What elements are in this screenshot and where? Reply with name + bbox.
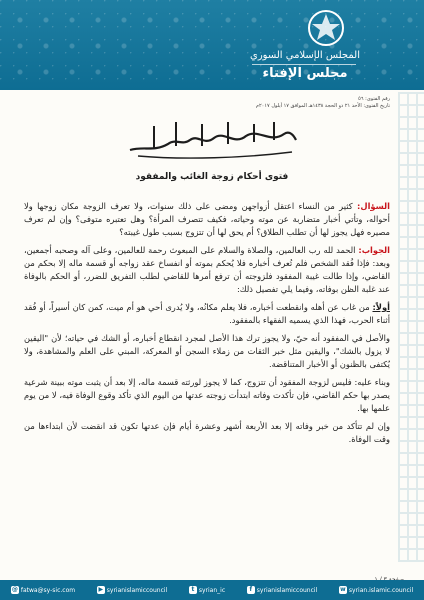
youtube-icon: ▶ (98, 586, 104, 593)
last-paragraph: وإن لم تتأكد من خبر وفاته إلا بعد الأربعة أشهر وعشرة أيام فإن عدتها تكون قد انقضت لأن ابتداءها من وقت الوفاة. (24, 421, 390, 444)
answer-label: الجواب: (358, 245, 390, 255)
header-divider (252, 64, 356, 65)
letterhead (0, 0, 424, 90)
footer-twitter[interactable] (189, 586, 225, 594)
footer-bar (0, 580, 424, 600)
fatwa-body (24, 200, 390, 572)
answer-text: الحمد لله رب العالمين، والصلاة والسلام على المبعوث رحمة للعالمين، وعلى آله وصحبه أجمعين، وبعد: فإذا فُقد الشخص فلم تُعرف أخباره فلا يُحكم بموته أو انفساخ عقد زواجه أو قسمة ماله إلا بحكم من القاضي، وإذا طالت غيبة المفقود فلزوجته أن ترفع أمرها للقاضي لطلب التفريق للضرر، أو الحكم بالوفاة عند غلبة الظن بوفاته، وفيما يلي تفصيل ذلك: (24, 245, 390, 294)
question-paragraph (24, 200, 390, 239)
twitter-icon: t (189, 586, 197, 594)
footer-website-text: syrian.islamic.council (348, 586, 414, 594)
question-label: السؤال: (357, 201, 390, 211)
council-name: مجلس الإفتاء (262, 66, 348, 81)
answer-paragraph (24, 244, 390, 296)
fatwa-meta (184, 96, 390, 110)
side-ornament (398, 92, 424, 562)
fatwa-number-label: رقم الفتوى: (365, 96, 390, 102)
web-icon: w (340, 586, 346, 593)
fatwa-title: فتوى أحكام زوجة الغائب والمفقود (135, 172, 289, 182)
email-icon: @ (11, 586, 18, 593)
footer-youtube[interactable] (97, 586, 167, 594)
first-point-text: من غاب عن أهله وانقطعت أخباره، فلا يعلم مكانُه، ولا يُدرى أحي هو أم ميت، كمن كان أسيراً، أو فُقد أثناء الحرب، فهذا الذي يسميه الفقهاء بالمفقود. (24, 302, 390, 325)
first-point-label: أولاً: (372, 302, 390, 312)
footer-website[interactable] (339, 586, 413, 594)
footer-facebook[interactable] (247, 586, 317, 594)
council-logo-icon (306, 8, 346, 48)
fatwa-date-value: الأحد ٢١ ذو الحجة ١٤٣٨هـ الموافق ١٧ أيلول ٢٠١٧م (255, 103, 362, 109)
footer-facebook-text: syrianislamiccouncil (256, 586, 318, 594)
footer-twitter-text: syrian_ic (198, 586, 226, 594)
fatwa-date-label: تاريخ الفتوى: (363, 103, 390, 109)
basmala-calligraphy (124, 116, 300, 162)
origin-paragraph: والأصل في المفقود أنه حيّ، ولا يجوز ترك هذا الأصل لمجرد انقطاع أخباره، أو الشك في حياته؛ لأن "اليقين لا يزول بالشك"، واليقين مثل خبر الثقات من زملاء السجن أو المعركة، المبني على العلم والمشاهدة، ولا يُكتفى بالظنون أو الأخبار المتناقضة. (24, 333, 390, 369)
fatwa-number-value: ٥٦ (358, 96, 364, 102)
footer-email[interactable] (11, 586, 75, 594)
facebook-icon: f (247, 586, 255, 594)
first-point-paragraph (24, 301, 390, 327)
question-text: كثير من النساء اعتقل أزواجهن ومضى على ذلك سنوات، ولا تعرف الزوجة مكان زوجها ولا أحواله، وتأتي أخبار متضاربة عن موته وحياته، فكيف تتصرف المرأة؟ وهل تعتبره متوفى؟ وإن لم تعرف مصيره فهل يجوز لها أن تطلب الطلاق؟ أم يحق لها أن تتزوج بسبب طول غيبته؟ (24, 201, 390, 237)
footer-email-text: fatwa@sy-sic.com (20, 586, 76, 594)
footer-youtube-text: syrianislamiccouncil (106, 586, 168, 594)
org-name: المجلس الإسلامي السوري (250, 50, 360, 61)
ruling-paragraph: وبناء عليه: فليس لزوجة المفقود أن تتزوج، كما لا يجوز لورثته قسمة ماله، إلا بعد أن يثبت موته ببينة شرعية يصدر بها حكم القاضي، فإن تأكدت وفاته ابتدأت زوجته عدتها من اليوم الذي تأكد وقوع الوفاة فيه، لا من يوم علمها بها. (24, 377, 390, 413)
